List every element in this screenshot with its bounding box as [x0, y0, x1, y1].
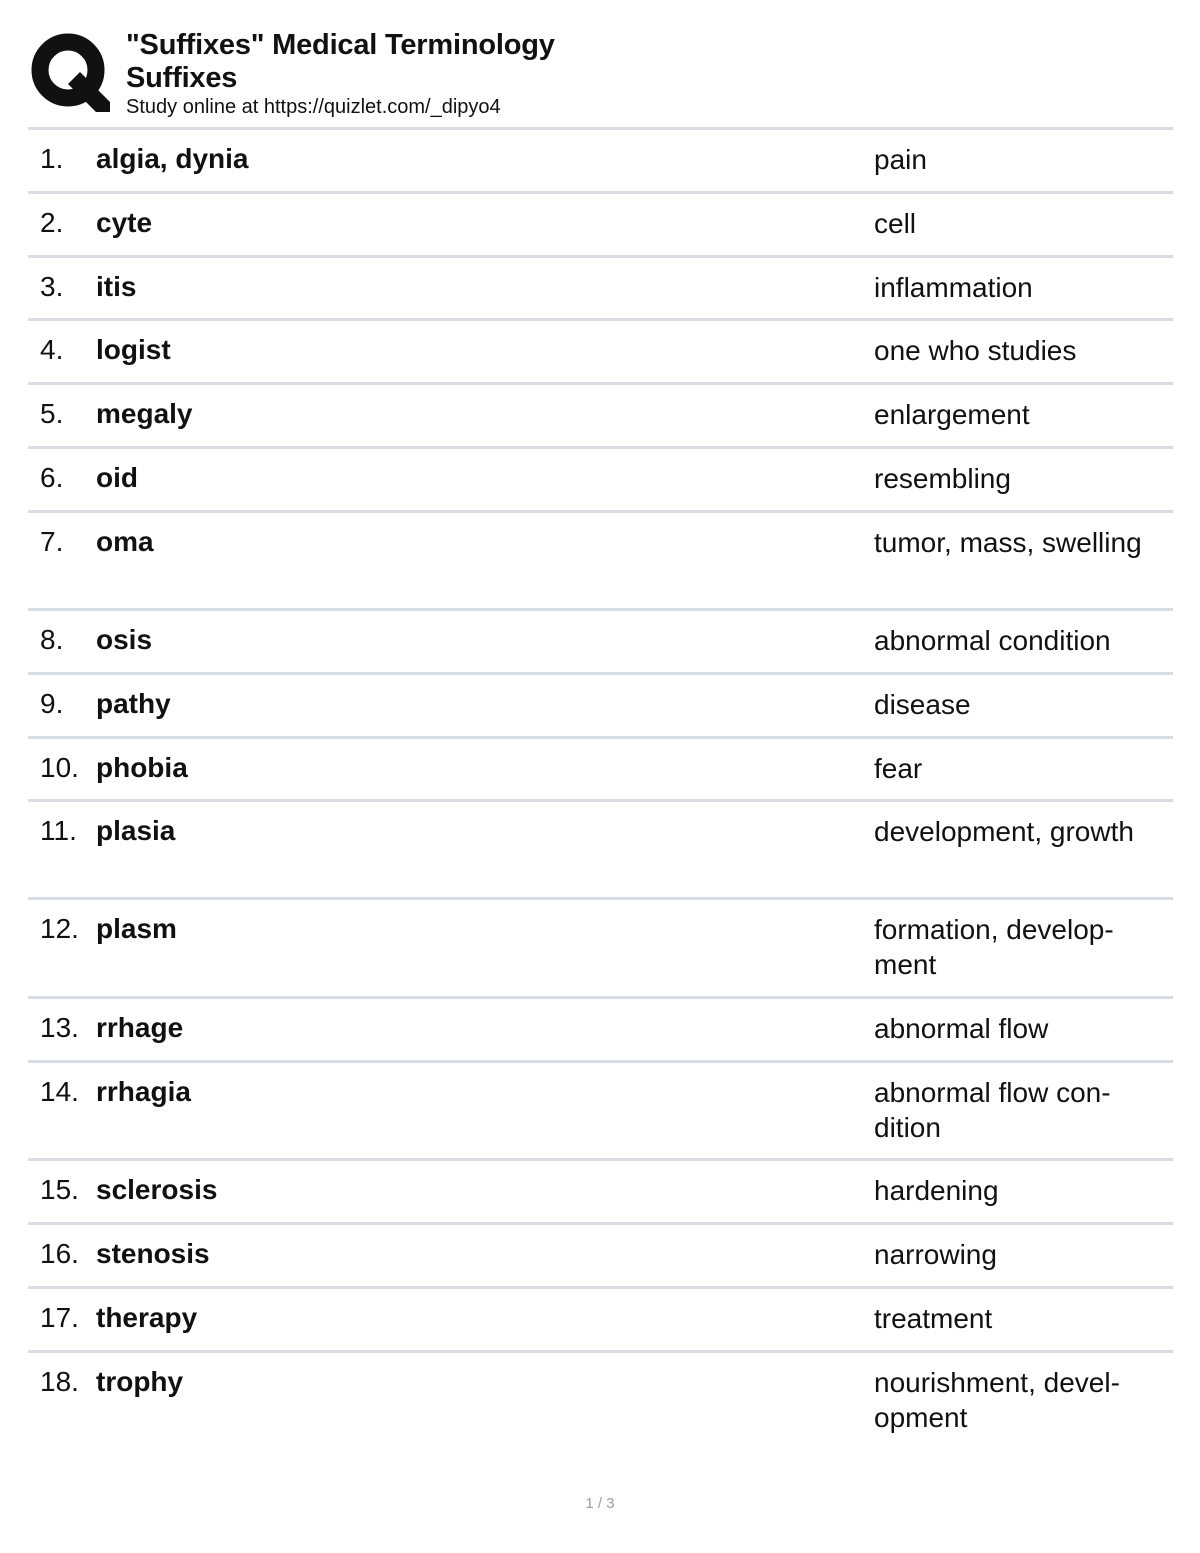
term-row: [28, 1289, 1173, 1353]
term-text: oma: [96, 526, 154, 557]
term-text: stenosis: [96, 1238, 210, 1269]
term-definition: cell: [874, 208, 917, 239]
term-row: [28, 258, 1173, 321]
term-definition: formation, develop- ment: [874, 914, 1114, 980]
term-text: oid: [96, 462, 138, 493]
term-text: algia, dynia: [96, 143, 249, 174]
term-text: phobia: [96, 752, 188, 783]
term-number: 6.: [40, 462, 64, 493]
term-text: cyte: [96, 207, 153, 238]
term-definition: tumor, mass, swelling: [874, 527, 1142, 558]
term-definition: enlargement: [874, 399, 1030, 430]
term-row: [28, 194, 1173, 258]
term-number: 10.: [40, 752, 79, 783]
term-number: 17.: [40, 1302, 79, 1333]
term-text: trophy: [96, 1366, 184, 1397]
page-indicator: 1 / 3: [585, 1495, 615, 1512]
term-number: 4.: [40, 334, 64, 365]
term-row: [28, 1225, 1173, 1289]
term-row: [28, 1353, 1173, 1450]
document-subtitle: Suffixes: [126, 62, 238, 94]
term-row: [28, 900, 1173, 999]
term-row: [28, 1161, 1173, 1225]
term-row: [28, 802, 1173, 900]
term-row: [28, 449, 1173, 513]
header-text: [126, 28, 555, 120]
term-row: [28, 675, 1173, 739]
term-text: megaly: [96, 398, 193, 429]
term-number: 9.: [40, 688, 64, 719]
term-text: osis: [96, 624, 153, 655]
term-definition: treatment: [874, 1303, 993, 1334]
term-list: [28, 127, 1173, 1450]
document-header: [30, 28, 1172, 128]
term-definition: pain: [874, 144, 927, 175]
term-definition: narrowing: [874, 1239, 997, 1270]
term-definition: abnormal flow: [874, 1013, 1049, 1044]
term-number: 14.: [40, 1076, 79, 1107]
term-text: sclerosis: [96, 1174, 218, 1205]
term-number: 15.: [40, 1174, 79, 1205]
term-number: 16.: [40, 1238, 79, 1269]
term-row: [28, 1063, 1173, 1161]
term-text: logist: [96, 334, 171, 365]
term-row: [28, 611, 1173, 675]
term-definition: one who studies: [874, 335, 1077, 366]
term-definition: hardening: [874, 1175, 999, 1206]
term-row: [28, 739, 1173, 802]
term-number: 7.: [40, 526, 64, 557]
term-number: 8.: [40, 624, 64, 655]
term-number: 5.: [40, 398, 64, 429]
term-definition: resembling: [874, 463, 1011, 494]
term-definition: inflammation: [874, 272, 1033, 303]
term-row: [28, 321, 1173, 385]
term-definition: disease: [874, 689, 971, 720]
term-definition: abnormal flow con- dition: [874, 1077, 1111, 1143]
term-text: therapy: [96, 1302, 198, 1333]
quizlet-logo-icon: [30, 32, 110, 112]
term-row: [28, 513, 1173, 611]
term-number: 11.: [40, 815, 77, 846]
term-number: 18.: [40, 1366, 79, 1397]
term-number: 12.: [40, 913, 79, 944]
term-text: rrhage: [96, 1012, 184, 1043]
term-number: 3.: [40, 271, 64, 302]
term-number: 2.: [40, 207, 64, 238]
term-row: [28, 385, 1173, 449]
term-text: pathy: [96, 688, 171, 719]
term-text: rrhagia: [96, 1076, 191, 1107]
term-definition: fear: [874, 753, 923, 784]
document-title: "Suffixes" Medical Terminology: [126, 29, 555, 61]
term-definition: abnormal condition: [874, 625, 1111, 656]
term-row: [28, 130, 1173, 194]
term-number: 1.: [40, 143, 64, 174]
term-text: plasm: [96, 913, 177, 944]
study-online-link[interactable]: Study online at https://quizlet.com/_dipyo4: [126, 96, 501, 118]
term-definition: development, growth: [874, 816, 1134, 847]
term-definition: nourishment, devel- opment: [874, 1367, 1120, 1433]
term-text: plasia: [96, 815, 176, 846]
term-number: 13.: [40, 1012, 79, 1043]
term-text: itis: [96, 271, 137, 302]
term-row: [28, 999, 1173, 1063]
